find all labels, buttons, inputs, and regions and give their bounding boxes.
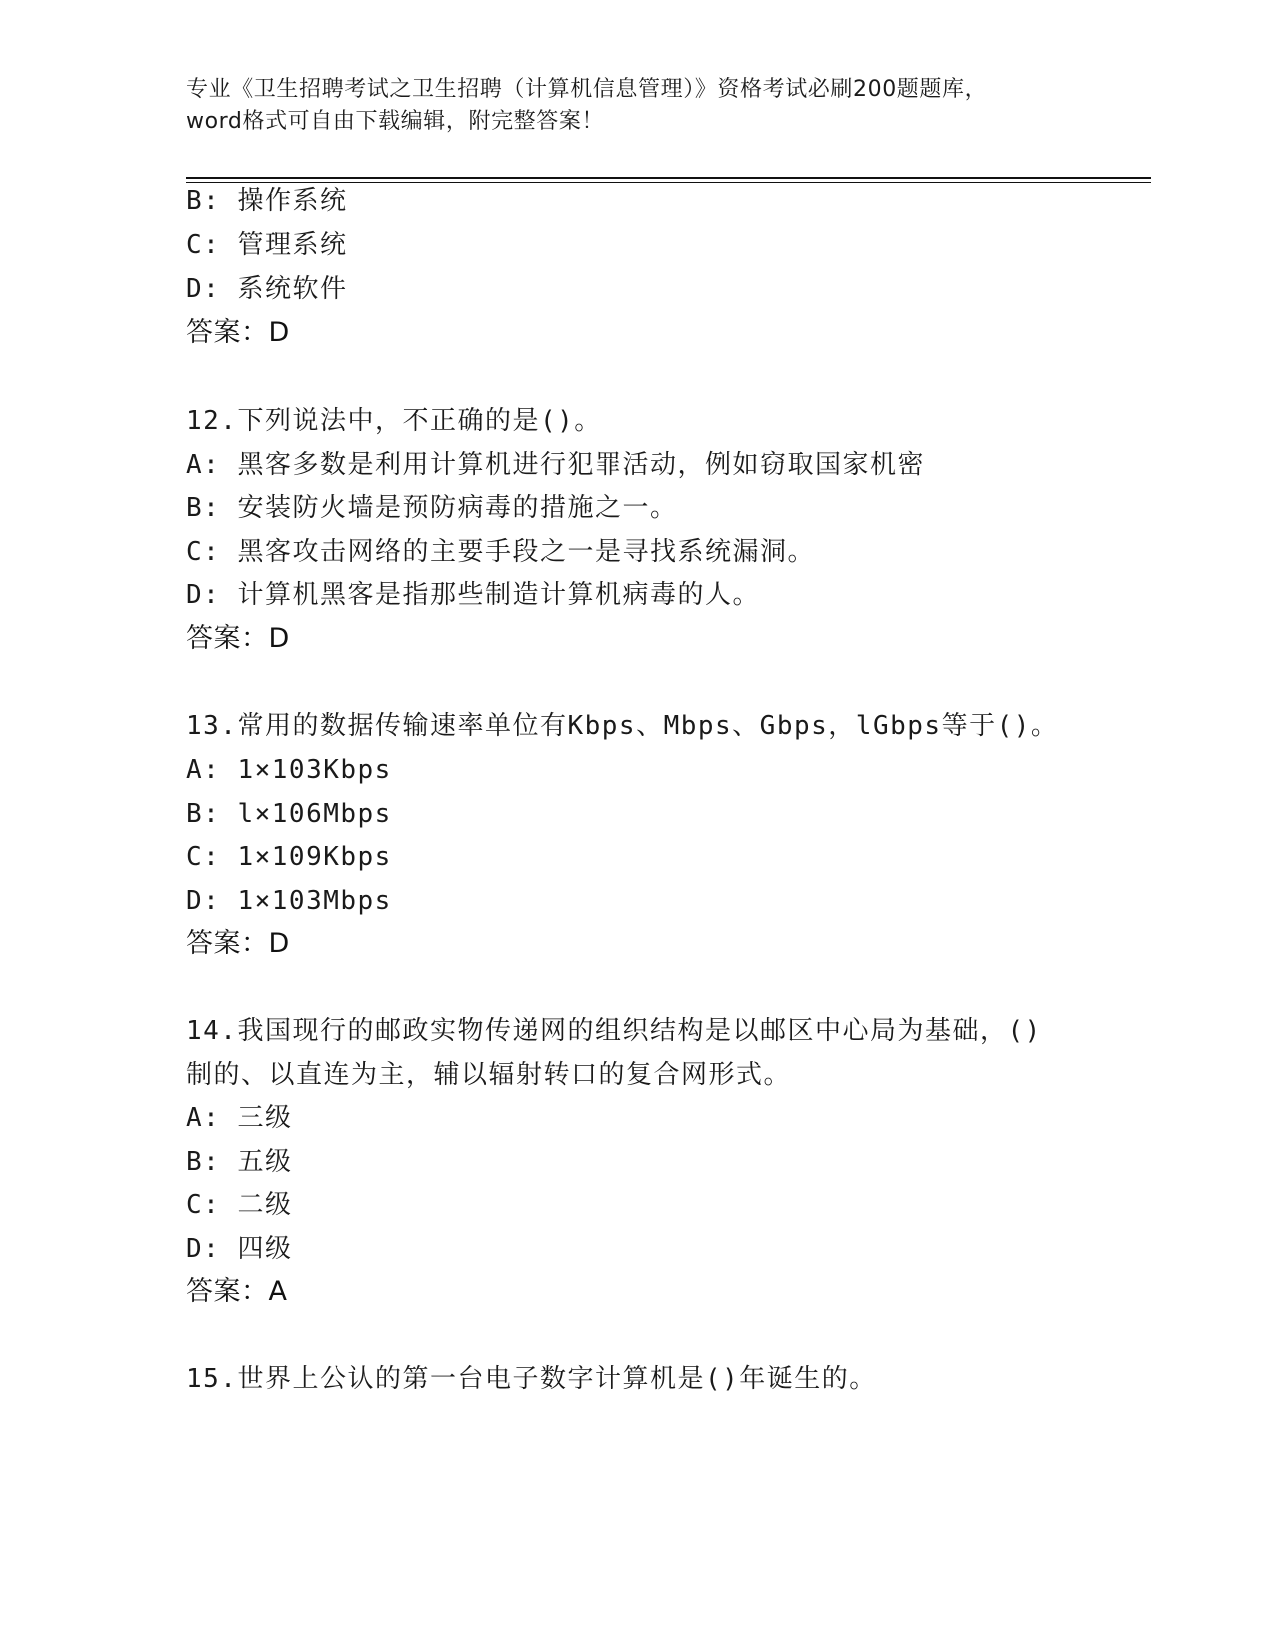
- question-stem-line-1: 14.我国现行的邮政实物传递网的组织结构是以邮区中心局为基础，(): [186, 1016, 1042, 1046]
- option-b: B: 安装防火墙是预防病毒的措施之一。: [186, 493, 678, 523]
- option-a: A: 三级: [186, 1103, 293, 1133]
- option-d: D: 1×103Mbps: [186, 886, 392, 916]
- option-a: A: 1×103Kbps: [186, 755, 392, 785]
- option-d: D: 四级: [186, 1234, 293, 1264]
- answer-line: 答案：A: [186, 1276, 288, 1307]
- option-c: C: 黑客攻击网络的主要手段之一是寻找系统漏洞。: [186, 537, 815, 567]
- option-b: B: 五级: [186, 1147, 293, 1177]
- header-divider-thin: [186, 182, 1151, 183]
- header-title-line-1: 专业《卫生招聘考试之卫生招聘（计算机信息管理）》资格考试必刷200题题库，: [186, 77, 988, 102]
- option-b: B: 操作系统: [186, 186, 348, 216]
- option-a: A: 黑客多数是利用计算机进行犯罪活动，例如窃取国家机密: [186, 450, 925, 480]
- document-header: [186, 74, 1086, 138]
- option-b: B: l×106Mbps: [186, 799, 392, 829]
- answer-line: 答案：D: [186, 623, 290, 654]
- header-title-line-2: word格式可自由下载编辑，附完整答案！: [186, 109, 605, 134]
- option-d: D: 系统软件: [186, 274, 348, 304]
- option-c: C: 1×109Kbps: [186, 842, 392, 872]
- question-stem-line-2: 制的、以直连为主，辅以辐射转口的复合网形式。: [186, 1060, 792, 1090]
- option-d: D: 计算机黑客是指那些制造计算机病毒的人。: [186, 580, 760, 610]
- option-c: C: 二级: [186, 1190, 293, 1220]
- header-divider-thick: [186, 177, 1151, 179]
- question-stem: 13.常用的数据传输速率单位有Kbps、Mbps、Gbps，lGbps等于()。: [186, 711, 1059, 741]
- question-stem: 15.世界上公认的第一台电子数字计算机是()年诞生的。: [186, 1364, 877, 1394]
- question-stem: 12.下列说法中，不正确的是()。: [186, 406, 602, 436]
- answer-line: 答案：D: [186, 317, 290, 348]
- option-c: C: 管理系统: [186, 230, 348, 260]
- answer-line: 答案：D: [186, 928, 290, 959]
